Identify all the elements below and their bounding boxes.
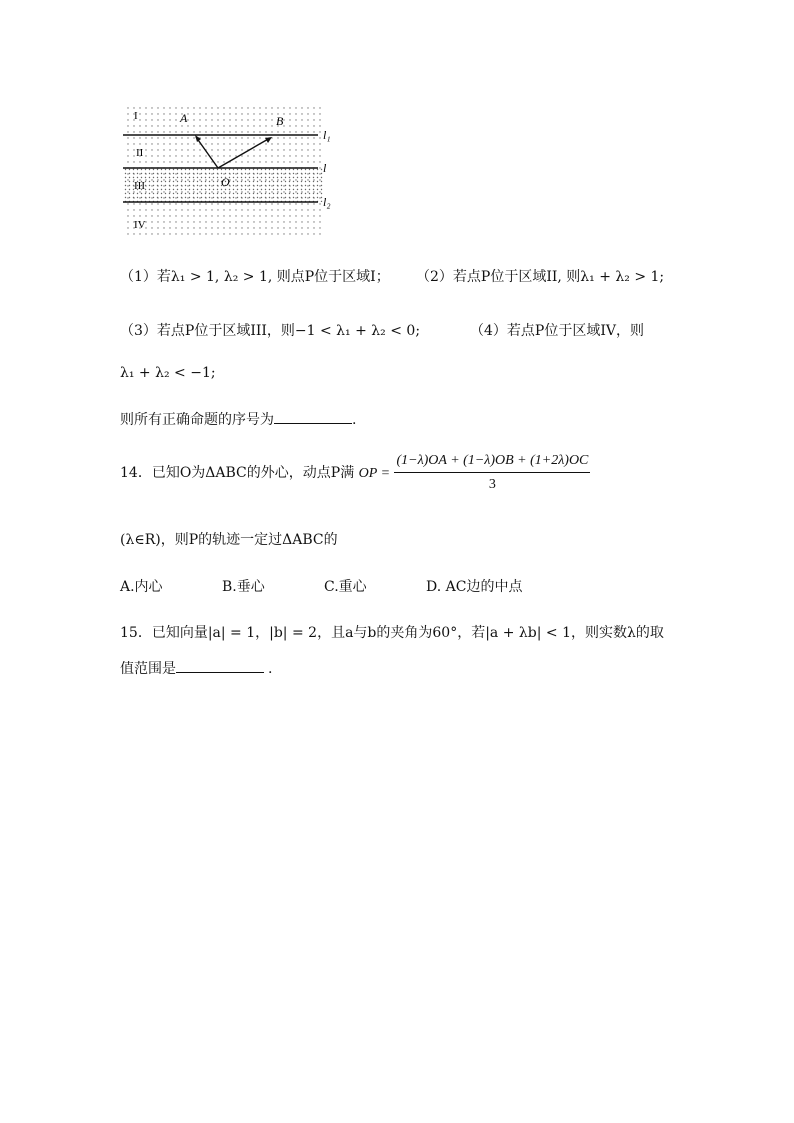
q14-option-c: C.重心 (324, 579, 367, 595)
point-label-o: O (221, 175, 230, 189)
region-figure (120, 100, 342, 240)
q15-line-2-end: . (268, 661, 273, 677)
q14-numerator: (1−λ)OA + (1−λ)OB + (1+2λ)OC (394, 452, 590, 473)
point-label-b: B (276, 114, 284, 128)
q14-lhs: OP = (358, 466, 391, 481)
line-label-l1: l₁ (323, 128, 331, 142)
q15-line-1: 15．已知向量|a| = 1，|b| = 2，且a与b的夹角为60°，若|a + λb| < 1，则实数λ的取 (120, 625, 664, 641)
statement-4-part-2: λ₁ + λ₂ < −1; (120, 365, 216, 381)
conclusion-line (120, 411, 356, 429)
q14-denominator: 3 (488, 477, 496, 492)
statement-1: （1）若λ₁ > 1, λ₂ > 1, 则点P位于区域I； (120, 269, 390, 285)
q14-line-1 (120, 452, 590, 494)
q15-line-2 (120, 660, 272, 678)
region-label-ii: II (136, 147, 144, 159)
q14-fraction (394, 452, 590, 494)
answer-blank-15 (176, 660, 264, 673)
answer-blank-13 (274, 411, 352, 424)
line-label-l2: l₂ (323, 195, 331, 209)
conclusion-text: 则所有正确命题的序号为 (120, 412, 274, 428)
statement-4-part-1: （4）若点P位于区域IV，则 (470, 323, 644, 339)
point-label-a: A (180, 111, 188, 125)
statement-2: （2）若点P位于区域II, 则λ₁ + λ₂ > 1; (416, 269, 665, 285)
region-label-i: I (134, 110, 138, 122)
q14-option-b: B.垂心 (222, 579, 265, 595)
statement-3: （3）若点P位于区域III，则−1 < λ₁ + λ₂ < 0; (120, 323, 421, 339)
q14-option-a: A.内心 (120, 579, 163, 595)
q14-option-d: D. AC边的中点 (426, 579, 523, 595)
conclusion-end: . (352, 412, 357, 428)
q15-line-2-text: 值范围是 (120, 661, 176, 677)
region-label-iv: IV (134, 219, 146, 231)
q14-line-2: (λ∈R)，则P的轨迹一定过ΔABC的 (120, 532, 338, 548)
q14-lead: 14．已知O为ΔABC的外心，动点P满 (120, 465, 355, 481)
region-label-iii: III (134, 180, 145, 192)
line-label-l: l (323, 161, 327, 175)
